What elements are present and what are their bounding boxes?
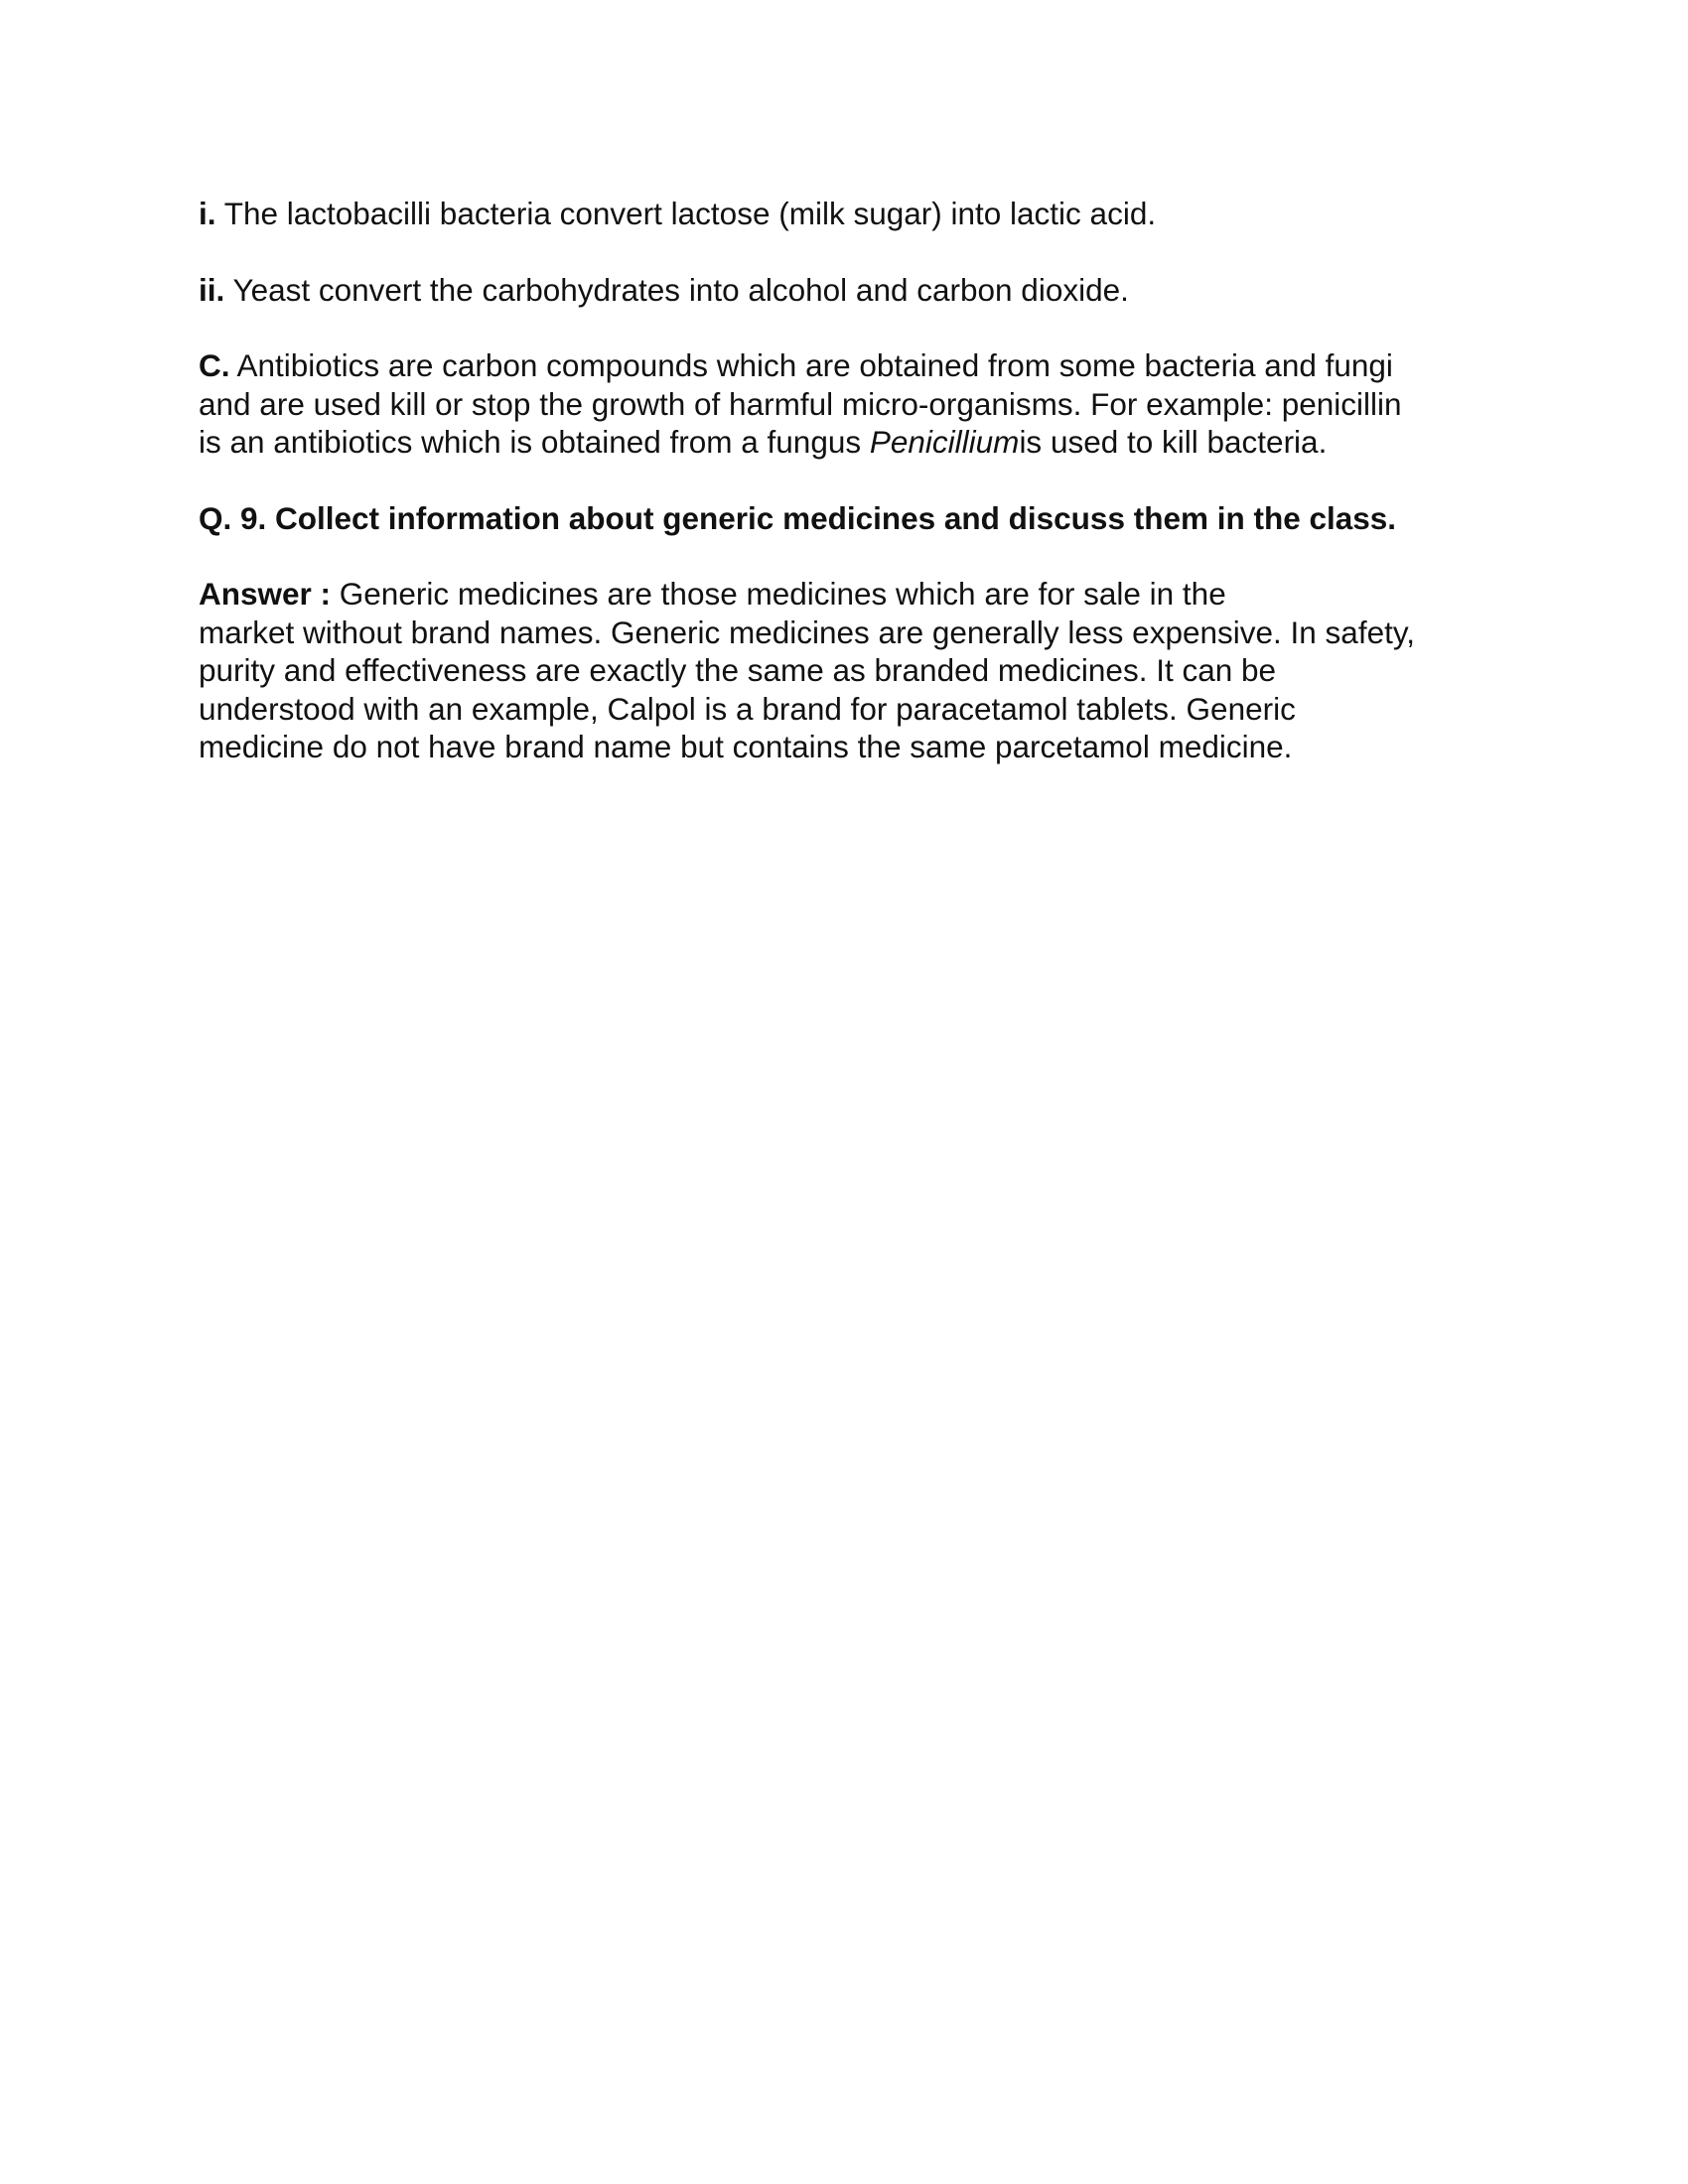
section-c-line1-text: Antibiotics are carbon compounds which are obtained from some bacteria and fungi bbox=[229, 347, 1393, 383]
section-c-line3-before: is an antibiotics which is obtained from a fungus bbox=[199, 424, 870, 460]
section-c-line-1 bbox=[199, 346, 1509, 385]
section-c-line-3 bbox=[199, 423, 1509, 462]
document-body bbox=[199, 195, 1509, 804]
answer-line-4: understood with an example, Calpol is a brand for paracetamol tablets. Generic bbox=[199, 690, 1296, 727]
answer-line-2: market without brand names. Generic medicines are generally less expensive. In safety, bbox=[199, 614, 1416, 650]
answer-9 bbox=[199, 575, 1509, 766]
answer-line1-text: Generic medicines are those medicines which are for sale in the bbox=[331, 576, 1226, 612]
item-i-label: i. bbox=[199, 196, 216, 231]
item-ii-label: ii. bbox=[199, 271, 225, 308]
item-i-line bbox=[199, 195, 1509, 233]
answer-line-1 bbox=[199, 575, 1509, 614]
answer-line-3: purity and effectiveness are exactly the same as branded medicines. It can be bbox=[199, 652, 1277, 688]
item-i-text: The lactobacilli bacteria convert lactose (milk sugar) into lactic acid. bbox=[215, 196, 1157, 231]
item-ii-text: Yeast convert the carbohydrates into alcohol and carbon dioxide. bbox=[224, 271, 1129, 308]
question-9 bbox=[199, 499, 1509, 538]
item-i bbox=[199, 195, 1509, 233]
section-c bbox=[199, 346, 1509, 462]
section-c-label: C. bbox=[199, 347, 230, 383]
section-c-line3-after: is used to kill bacteria. bbox=[1019, 424, 1328, 460]
section-c-genus-name: Penicillium bbox=[869, 424, 1020, 460]
item-ii bbox=[199, 271, 1509, 310]
answer-line-5: medicine do not have brand name but contains the same parcetamol medicine. bbox=[199, 729, 1293, 764]
answer-label: Answer : bbox=[199, 576, 332, 612]
question-9-text: Q. 9. Collect information about generic medicines and discuss them in the class. bbox=[199, 499, 1397, 536]
item-ii-line bbox=[199, 271, 1509, 310]
section-c-line-2: and are used kill or stop the growth of harmful micro-organisms. For example: penicillin bbox=[199, 385, 1402, 422]
